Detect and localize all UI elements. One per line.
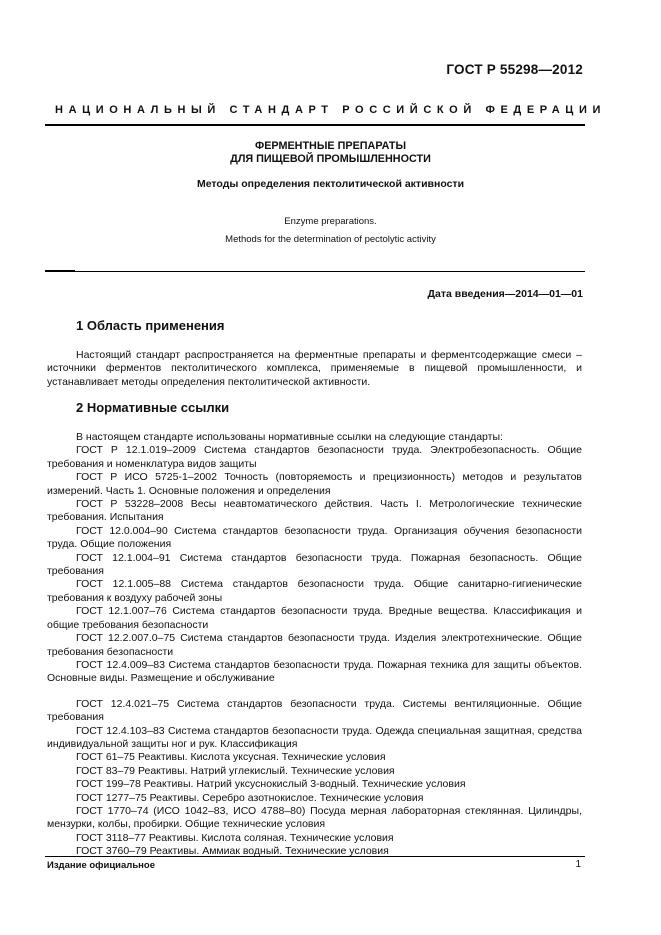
middle-divider [45,271,585,272]
document-title [0,140,661,166]
reference-item: ГОСТ 12.0.004–90 Система стандартов безопасности труда. Организация обучения безопасности труда. Общие положения [47,524,582,551]
section-1-body [47,349,582,389]
reference-item: ГОСТ 1770–74 (ИСО 1042–83, ИСО 4788–80) Посуда мерная лабораторная стеклянная. Цилиндры, мензурки, колбы, пробирки. Общие технические условия [47,804,582,831]
reference-item: ГОСТ 199–78 Реактивы. Натрий уксуснокислый 3-водный. Технические условия [76,778,466,791]
reference-item: ГОСТ 3118–77 Реактивы. Кислота соляная. Технические условия [76,831,394,844]
reference-item: ГОСТ Р 53228–2008 Весы неавтоматического действия. Часть I. Метрологические технические требования. Испытания [47,498,582,524]
reference-item: ГОСТ 12.4.021–75 Система стандартов безопасности труда. Системы вентиляционные. Общие требования [47,697,582,724]
document-subtitle: Методы определения пектолитической активности [196,178,465,190]
reference-item: ГОСТ Р 12.1.019–2009 Система стандартов безопасности труда. Электробезопасность. Общие требования и номенклатура видов защиты [47,444,582,470]
page-number: 1 [575,859,581,870]
reference-item: ГОСТ 3760–79 Реактивы. Аммиак водный. Технические условия [76,845,389,858]
section-1-heading: 1 Область применения [76,318,225,333]
section-1-paragraph: Настоящий стандарт распространяется на ферментные препараты и ферментсодержащие смеси – источники ферментов пектолитического комплекса, применяемые в пищевой промышленности, и устанавливает методы определения пектолитической активности. [47,349,582,388]
reference-item: ГОСТ 12.2.007.0–75 Система стандартов безопасности труда. Изделия электротехнические. Общие требования безопасности [47,632,582,658]
national-standard-caption: НАЦИОНАЛЬНЫЙ СТАНДАРТ РОССИЙСКОЙ ФЕДЕРАЦИИ [55,104,606,116]
reference-item: ГОСТ 61–75 Реактивы. Кислота уксусная. Технические условия [76,751,386,764]
title-line-2: ДЛЯ ПИЩЕВОЙ ПРОМЫШЛЕННОСТИ [230,153,431,165]
footer-divider [45,856,585,857]
reference-item: ГОСТ 83–79 Реактивы. Натрий углекислый. Технические условия [76,764,395,777]
document-code: ГОСТ Р 55298—2012 [446,62,583,77]
reference-item: ГОСТ 12.4.009–83 Система стандартов безопасности труда. Пожарная техника для защиты объектов. Основные виды. Размещение и обслуживание [47,658,582,685]
english-title-line-2: Methods for the determination of pectolytic activity [225,234,436,245]
references-list [47,431,582,859]
english-title-line-1: Enzyme preparations. [284,216,377,227]
references-intro: В настоящем стандарте использованы нормативные ссылки на следующие стандарты: [76,431,503,443]
section-2-heading: 2 Нормативные ссылки [76,400,230,415]
top-divider [45,124,585,126]
introduction-date: Дата введения—2014—01—01 [427,288,583,300]
official-edition-label: Издание официальное [47,860,155,871]
title-line-1: ФЕРМЕНТНЫЕ ПРЕПАРАТЫ [254,140,407,152]
reference-item: ГОСТ Р ИСО 5725-1–2002 Точность (повторяемость и прецизионность) методов и результатов измерений. Часть 1. Основные положения и определения [47,471,582,497]
reference-item: ГОСТ 1277–75 Реактивы. Серебро азотнокислое. Технические условия [76,791,424,804]
reference-item: ГОСТ 12.1.007–76 Система стандартов безопасности труда. Вредные вещества. Классификация и общие требования безопасности [47,605,582,631]
reference-item: ГОСТ 12.4.103–83 Система стандартов безопасности труда. Одежда специальная защитная, средства индивидуальной защиты ног и рук. Классификация [47,724,582,750]
reference-item: ГОСТ 12.1.004–91 Система стандартов безопасности труда. Пожарная безопасность. Общие требования [47,551,582,578]
reference-item: ГОСТ 12.1.005–88 Система стандартов безопасности труда. Общие санитарно-гигиенические требования к воздуху рабочей зоны [47,578,582,604]
